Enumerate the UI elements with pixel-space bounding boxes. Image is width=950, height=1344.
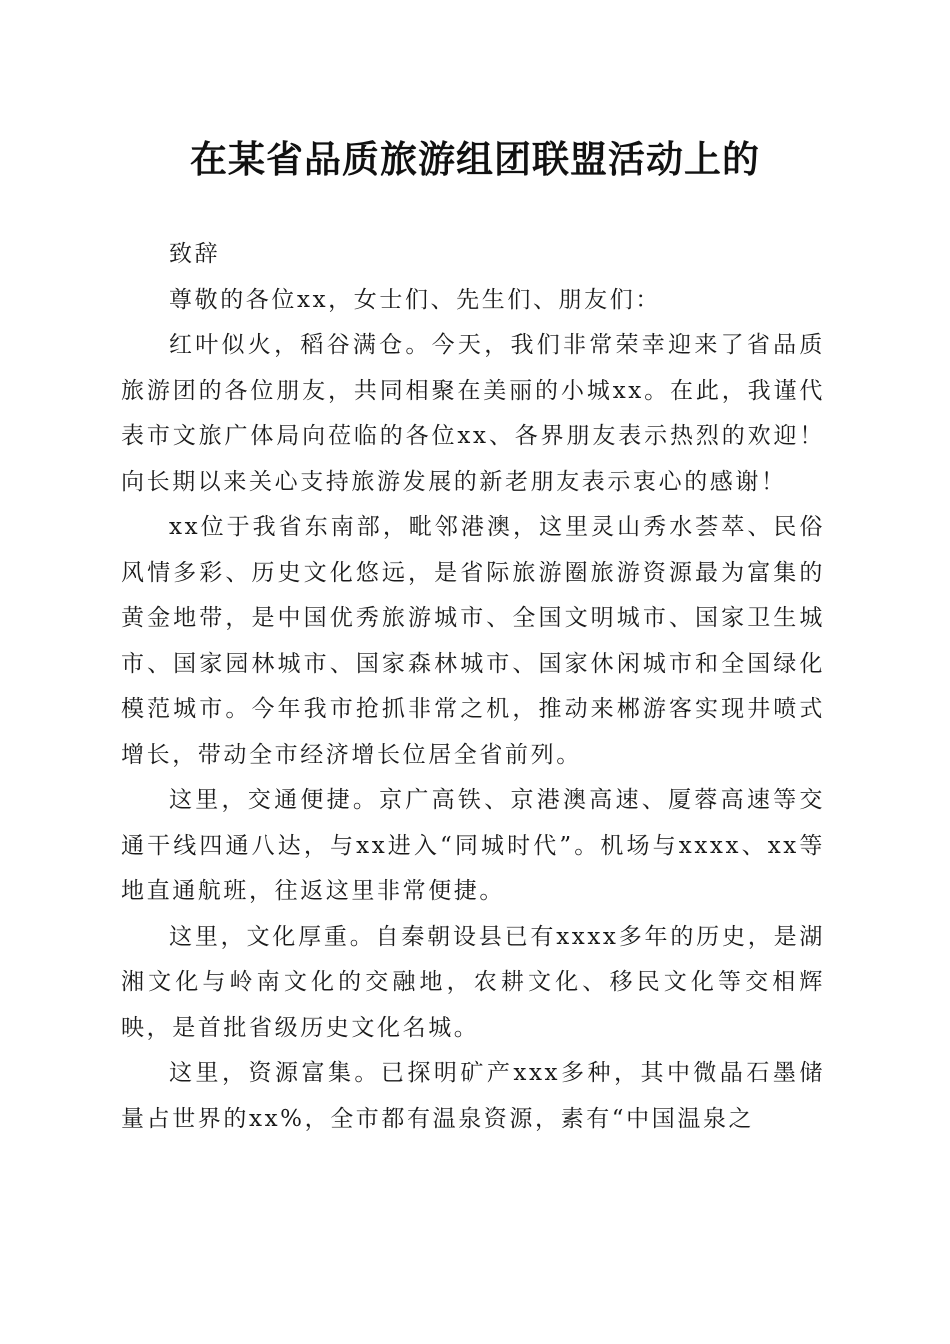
paragraph-culture: 这里，文化厚重。自秦朝设县已有xxxx多年的历史，是湖湘文化与岭南文化的交融地，农耕文化、移民文化等交相辉映，是首批省级历史文化名城。 xyxy=(121,923,825,1041)
paragraph-salutation: 尊敬的各位xx，女士们、先生们、朋友们： xyxy=(169,286,661,313)
paragraph-closing-word: 致辞 xyxy=(169,241,221,267)
document-body xyxy=(121,232,825,1142)
paragraph-transport: 这里，交通便捷。京广高铁、京港澳高速、厦蓉高速等交通干线四通八达，与xx进入“同城时代”。机场与xxxx、xx等地直通航班，往返这里非常便捷。 xyxy=(121,787,825,904)
paragraph-resources: 这里，资源富集。已探明矿产xxx多种，其中微晶石墨储量占世界的xx%，全市都有温泉资源，素有“中国温泉之 xyxy=(121,1060,825,1132)
document-title: 在某省品质旅游组团联盟活动上的 xyxy=(190,138,760,181)
paragraph-city-intro: xx位于我省东南部，毗邻港澳，这里灵山秀水荟萃、民俗风情多彩、历史文化悠远，是省际旅游圈旅游资源最为富集的黄金地带，是中国优秀旅游城市、全国文明城市、国家卫生城市、国家园林城市、国家森林城市、国家休闲城市和全国绿化模范城市。今年我市抢抓非常之机，推动来郴游客实现井喷式增长，带动全市经济增长位居全省前列。 xyxy=(121,514,825,768)
paragraph-welcome: 红叶似火，稻谷满仓。今天，我们非常荣幸迎来了省品质旅游团的各位朋友，共同相聚在美丽的小城xx。在此，我谨代表市文旅广体局向莅临的各位xx、各界朋友表示热烈的欢迎！向长期以来关心支持旅游发展的新老朋友表示衷心的感谢！ xyxy=(121,332,825,495)
